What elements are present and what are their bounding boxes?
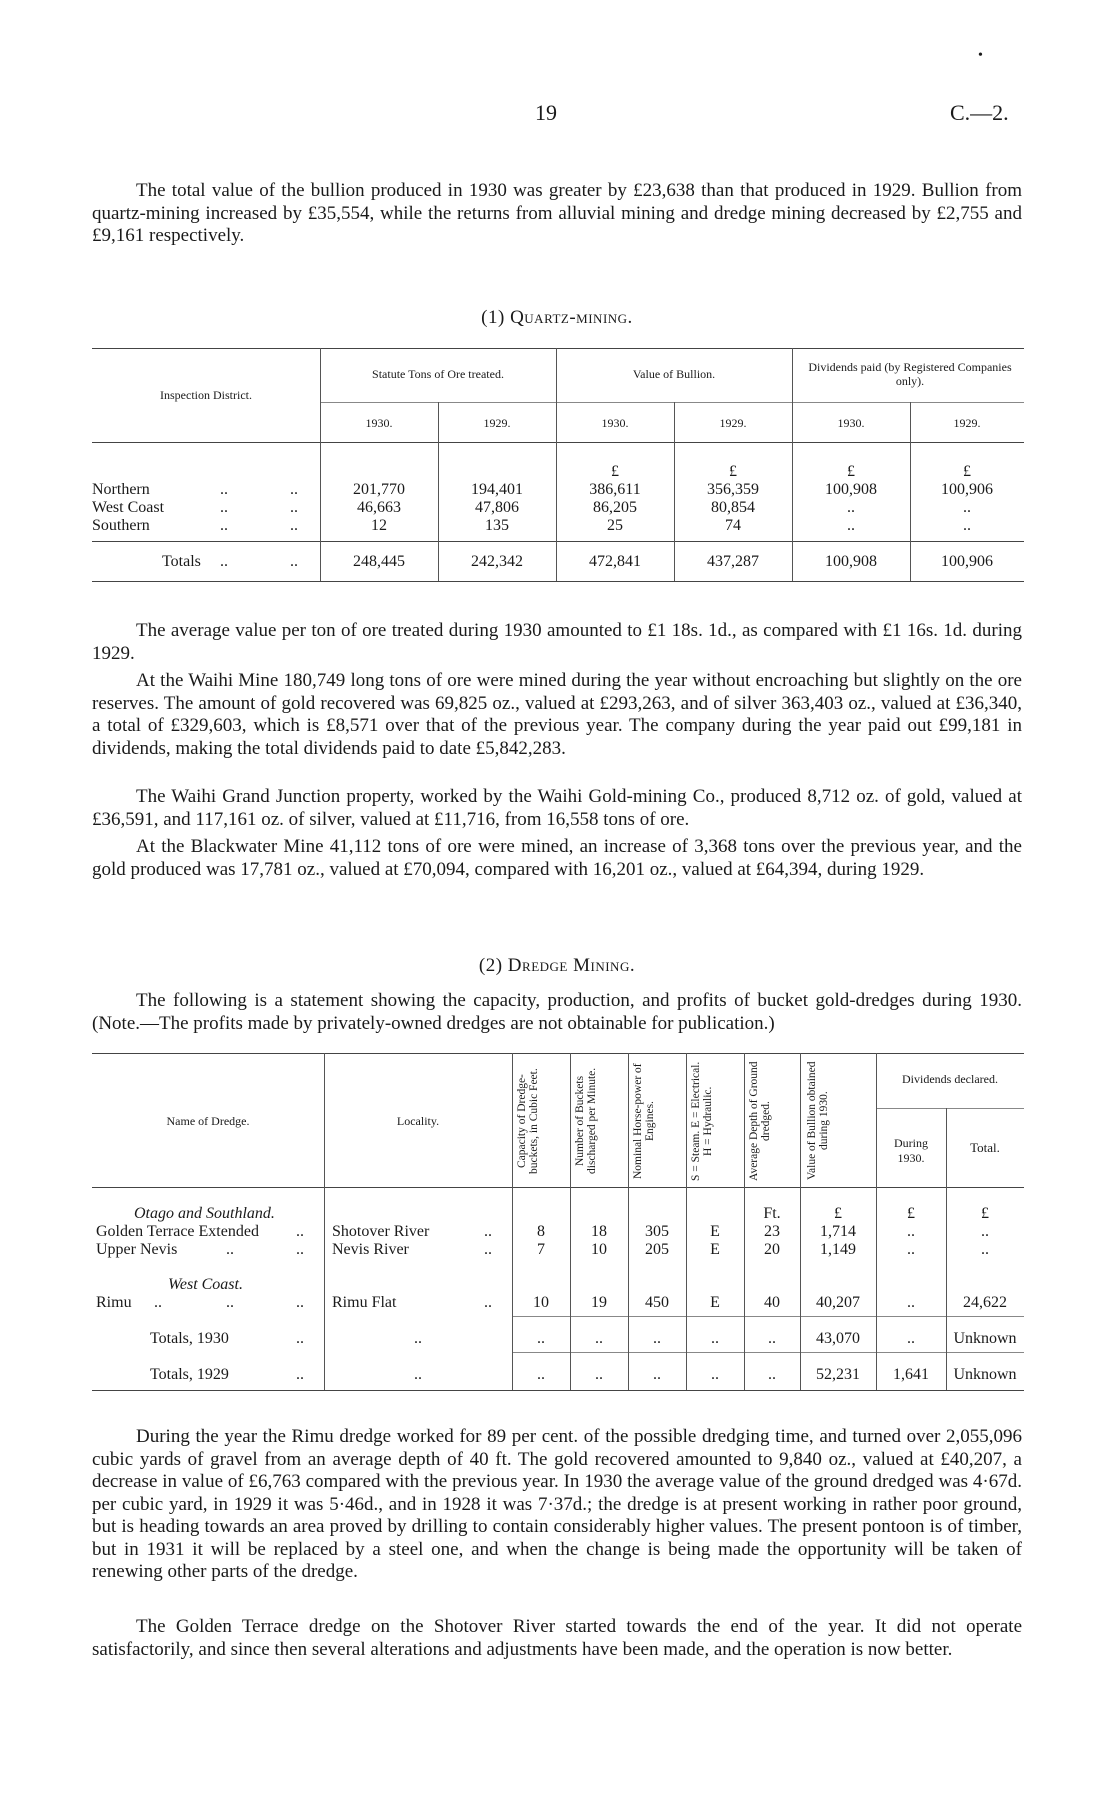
col-capacity: Capacity of Dredge-buckets, in Cubic Feet.	[516, 1068, 540, 1174]
currency-sign: £	[611, 463, 619, 480]
buckets: 18	[591, 1223, 607, 1240]
page-number: 19	[535, 100, 557, 125]
dividend-total-1929: Unknown	[953, 1366, 1017, 1383]
col-power-type: S = Steam. E = Electrical. H = Hydraulic.	[690, 1061, 714, 1181]
currency-sign: £	[847, 463, 855, 480]
leader-dots: ..	[768, 1366, 776, 1383]
leader-dots: ..	[296, 1366, 304, 1383]
dredge-locality: Nevis River	[332, 1241, 409, 1258]
leader-dots: ..	[220, 553, 228, 570]
leader-dots: ..	[220, 499, 228, 516]
region-west-coast: West Coast.	[168, 1276, 243, 1293]
dividend-during: ..	[907, 1223, 915, 1240]
region-otago-southland: Otago and Southland.	[134, 1205, 275, 1222]
tons-1930: 201,770	[353, 481, 405, 498]
col-average-depth: Average Depth of Ground dredged.	[748, 1061, 772, 1181]
dividend-total-1930: Unknown	[953, 1330, 1017, 1347]
leader-dots: ..	[290, 481, 298, 498]
leader-dots: ..	[296, 1241, 304, 1258]
depth: 20	[764, 1241, 780, 1258]
dividend-total: ..	[981, 1241, 989, 1258]
document-reference: C.—2.	[950, 100, 1009, 125]
dredge-heading: (2) Dredge Mining.	[478, 955, 636, 976]
leader-dots: ..	[484, 1241, 492, 1258]
value-1930: 25	[607, 517, 623, 534]
tons-1929-total: 242,342	[471, 553, 523, 570]
dividend-during: ..	[907, 1294, 915, 1311]
value-1930: 86,205	[593, 499, 637, 516]
intro-paragraph: The total value of the bullion produced in 1930 was greater by £23,638 than that produced in 1929. Bullion from quartz-mining increased by £35,554, while the returns from alluvial mining and dredge mining decreased by £2,755 and £9,161 respectively.	[92, 180, 1022, 246]
leader-dots: ..	[220, 517, 228, 534]
leader-dots: ..	[414, 1330, 422, 1347]
dividend-1930: 100,908	[825, 481, 877, 498]
dredge-locality: Shotover River	[332, 1223, 430, 1240]
col-inspection-district: Inspection District.	[160, 388, 252, 402]
grand-junction-paragraph: The Waihi Grand Junction property, worked by the Waihi Gold-mining Co., produced 8,712 oz. of gold, valued at £36,591, and 117,161 oz. of silver, valued at £11,716, from 16,558 tons of ore.	[92, 786, 1022, 830]
rimu-paragraph: During the year the Rimu dredge worked for 89 per cent. of the possible dredging time, and turned over 2,055,096 cubic yards of gravel from an average depth of 40 ft. The gold recovered amounted to 9,840 oz., valued at £40,207, a decrease in value of £6,763 compared with the previous year. In 1930 the average value of the ground dredged was 4·67d. per cubic yard, in 1929 it was 5·46d., and in 1928 it was 7·37d.; the dredge is at present working in rather poor ground, but is heading towards an area proved by drilling to contain considerably higher values. The present pontoon is of timber, but in 1931 it will be replaced by a steel one, and when the change is being made the opportunity will be taken of renewing other parts of the dredge.	[92, 1426, 1022, 1582]
leader-dots: ..	[484, 1294, 492, 1311]
leader-dots: ..	[537, 1330, 545, 1347]
dredge-locality: Rimu Flat	[332, 1294, 397, 1311]
leader-dots: ..	[653, 1366, 661, 1383]
leader-dots: ..	[226, 1241, 234, 1258]
tons-1929: 194,401	[471, 481, 523, 498]
tons-1929: 135	[485, 517, 509, 534]
tons-1930: 46,663	[357, 499, 401, 516]
bullion-total-1929: 52,231	[816, 1366, 860, 1383]
value-1929: 356,359	[707, 481, 759, 498]
stray-mark: •	[978, 48, 983, 63]
col-during-1930: During 1930.	[894, 1136, 928, 1165]
leader-dots: ..	[290, 499, 298, 516]
unit-feet: Ft.	[763, 1205, 781, 1222]
year-1930: 1930.	[365, 416, 393, 430]
leader-dots: ..	[290, 553, 298, 570]
col-horse-power: Nominal Horse-power of Engines.	[632, 1063, 656, 1179]
currency-sign: £	[981, 1205, 989, 1222]
col-dividends-paid: Dividends paid (by Registered Companies only).	[808, 360, 1012, 388]
district-name: Southern	[92, 517, 150, 534]
district-name: West Coast	[92, 499, 165, 516]
bullion-value: 1,149	[820, 1241, 856, 1258]
leader-dots: ..	[653, 1330, 661, 1347]
value-1929: 80,854	[711, 499, 755, 516]
tons-1929: 47,806	[475, 499, 519, 516]
capacity: 8	[537, 1223, 545, 1240]
district-name: Northern	[92, 481, 150, 498]
year-1929: 1929.	[719, 416, 747, 430]
power-type: E	[710, 1294, 720, 1311]
currency-sign: £	[907, 1205, 915, 1222]
power-type: E	[710, 1241, 720, 1258]
leader-dots: ..	[595, 1366, 603, 1383]
col-value-bullion: Value of Bullion obtained during 1930.	[806, 1061, 830, 1181]
depth: 40	[764, 1294, 780, 1311]
year-1929: 1929.	[483, 416, 511, 430]
power-type: E	[710, 1223, 720, 1240]
totals-label: Totals, 1929	[150, 1366, 229, 1383]
dividend-1929: 100,906	[941, 481, 993, 498]
leader-dots: ..	[414, 1366, 422, 1383]
capacity: 7	[537, 1241, 545, 1258]
currency-sign: £	[729, 463, 737, 480]
year-1929: 1929.	[953, 416, 981, 430]
dividend-1929: ..	[963, 517, 971, 534]
value-1930: 386,611	[589, 481, 641, 498]
year-1930: 1930.	[837, 416, 865, 430]
quartz-heading: (1) Quartz-mining.	[481, 307, 633, 328]
dredge-name: Upper Nevis	[96, 1241, 178, 1258]
dividend-1929: ..	[963, 499, 971, 516]
col-buckets-per-minute: Number of Buckets discharged per Minute.	[574, 1067, 598, 1175]
leader-dots: ..	[711, 1366, 719, 1383]
leader-dots: ..	[296, 1223, 304, 1240]
leader-dots: ..	[484, 1223, 492, 1240]
dividend-total: 24,622	[963, 1294, 1007, 1311]
leader-dots: ..	[226, 1294, 234, 1311]
col-dividends-declared: Dividends declared.	[902, 1072, 998, 1086]
tons-1930: 12	[371, 517, 387, 534]
waihi-paragraph: At the Waihi Mine 180,749 long tons of ore were mined during the year without encroaching but slightly on the ore reserves. The amount of gold recovered was 69,825 oz., valued at £293,263, and of silver 363,403 oz., valued at £36,340, a total of £329,603, which is £8,571 over that of the previous year. The company during the year paid out £99,181 in dividends, making the total dividends paid to date £5,842,283.	[92, 670, 1022, 759]
horse-power: 450	[645, 1294, 669, 1311]
buckets: 10	[591, 1241, 607, 1258]
horse-power: 305	[645, 1223, 669, 1240]
bullion-total-1930: 43,070	[816, 1330, 860, 1347]
dredge-name: Golden Terrace Extended	[96, 1223, 259, 1240]
leader-dots: ..	[154, 1294, 162, 1311]
dividend-total: ..	[981, 1223, 989, 1240]
dividend-during-1929: 1,641	[893, 1366, 929, 1383]
col-name-of-dredge: Name of Dredge.	[166, 1114, 250, 1128]
dredge-intro-paragraph: The following is a statement showing the capacity, production, and profits of bucket gold-dredges during 1930. (Note.—The profits made by privately-owned dredges are not obtainable for publication.)	[92, 990, 1022, 1034]
col-statute-tons: Statute Tons of Ore treated.	[372, 367, 504, 381]
col-locality: Locality.	[396, 1114, 440, 1128]
col-total: Total.	[970, 1140, 1000, 1155]
dividend-during: ..	[907, 1241, 915, 1258]
dividend-1930: ..	[847, 499, 855, 516]
leader-dots: ..	[711, 1330, 719, 1347]
buckets: 19	[591, 1294, 607, 1311]
dividend-1929-total: 100,906	[941, 553, 993, 570]
dividend-1930: ..	[847, 517, 855, 534]
year-1930: 1930.	[601, 416, 629, 430]
totals-label: Totals	[162, 553, 201, 570]
dividend-1930-total: 100,908	[825, 553, 877, 570]
value-1930-total: 472,841	[589, 553, 641, 570]
value-1929-total: 437,287	[707, 553, 759, 570]
totals-label: Totals, 1930	[150, 1330, 229, 1347]
leader-dots: ..	[296, 1294, 304, 1311]
leader-dots: ..	[595, 1330, 603, 1347]
leader-dots: ..	[296, 1330, 304, 1347]
dredge-name: Rimu	[96, 1294, 132, 1311]
bullion-value: 1,714	[820, 1223, 856, 1240]
golden-terrace-paragraph: The Golden Terrace dredge on the Shotover River started towards the end of the year. It did not operate satisfactorily, and since then several alterations and adjustments have been made, and the operation is now better.	[92, 1616, 1022, 1660]
leader-dots: ..	[768, 1330, 776, 1347]
leader-dots: ..	[290, 517, 298, 534]
currency-sign: £	[834, 1205, 842, 1222]
horse-power: 205	[645, 1241, 669, 1258]
capacity: 10	[533, 1294, 549, 1311]
depth: 23	[764, 1223, 780, 1240]
blackwater-paragraph: At the Blackwater Mine 41,112 tons of ore were mined, an increase of 3,368 tons over the previous year, and the gold produced was 17,781 oz., valued at £70,094, compared with 16,201 oz., valued at £64,394, during 1929.	[92, 836, 1022, 880]
leader-dots: ..	[537, 1366, 545, 1383]
tons-1930-total: 248,445	[353, 553, 405, 570]
bullion-value: 40,207	[816, 1294, 860, 1311]
currency-sign: £	[963, 463, 971, 480]
average-value-paragraph: The average value per ton of ore treated during 1930 amounted to £1 18s. 1d., as compared with £1 16s. 1d. during 1929.	[92, 620, 1022, 664]
dividend-during-1930: ..	[907, 1330, 915, 1347]
value-1929: 74	[725, 517, 741, 534]
leader-dots: ..	[220, 481, 228, 498]
col-value-bullion: Value of Bullion.	[632, 367, 716, 381]
